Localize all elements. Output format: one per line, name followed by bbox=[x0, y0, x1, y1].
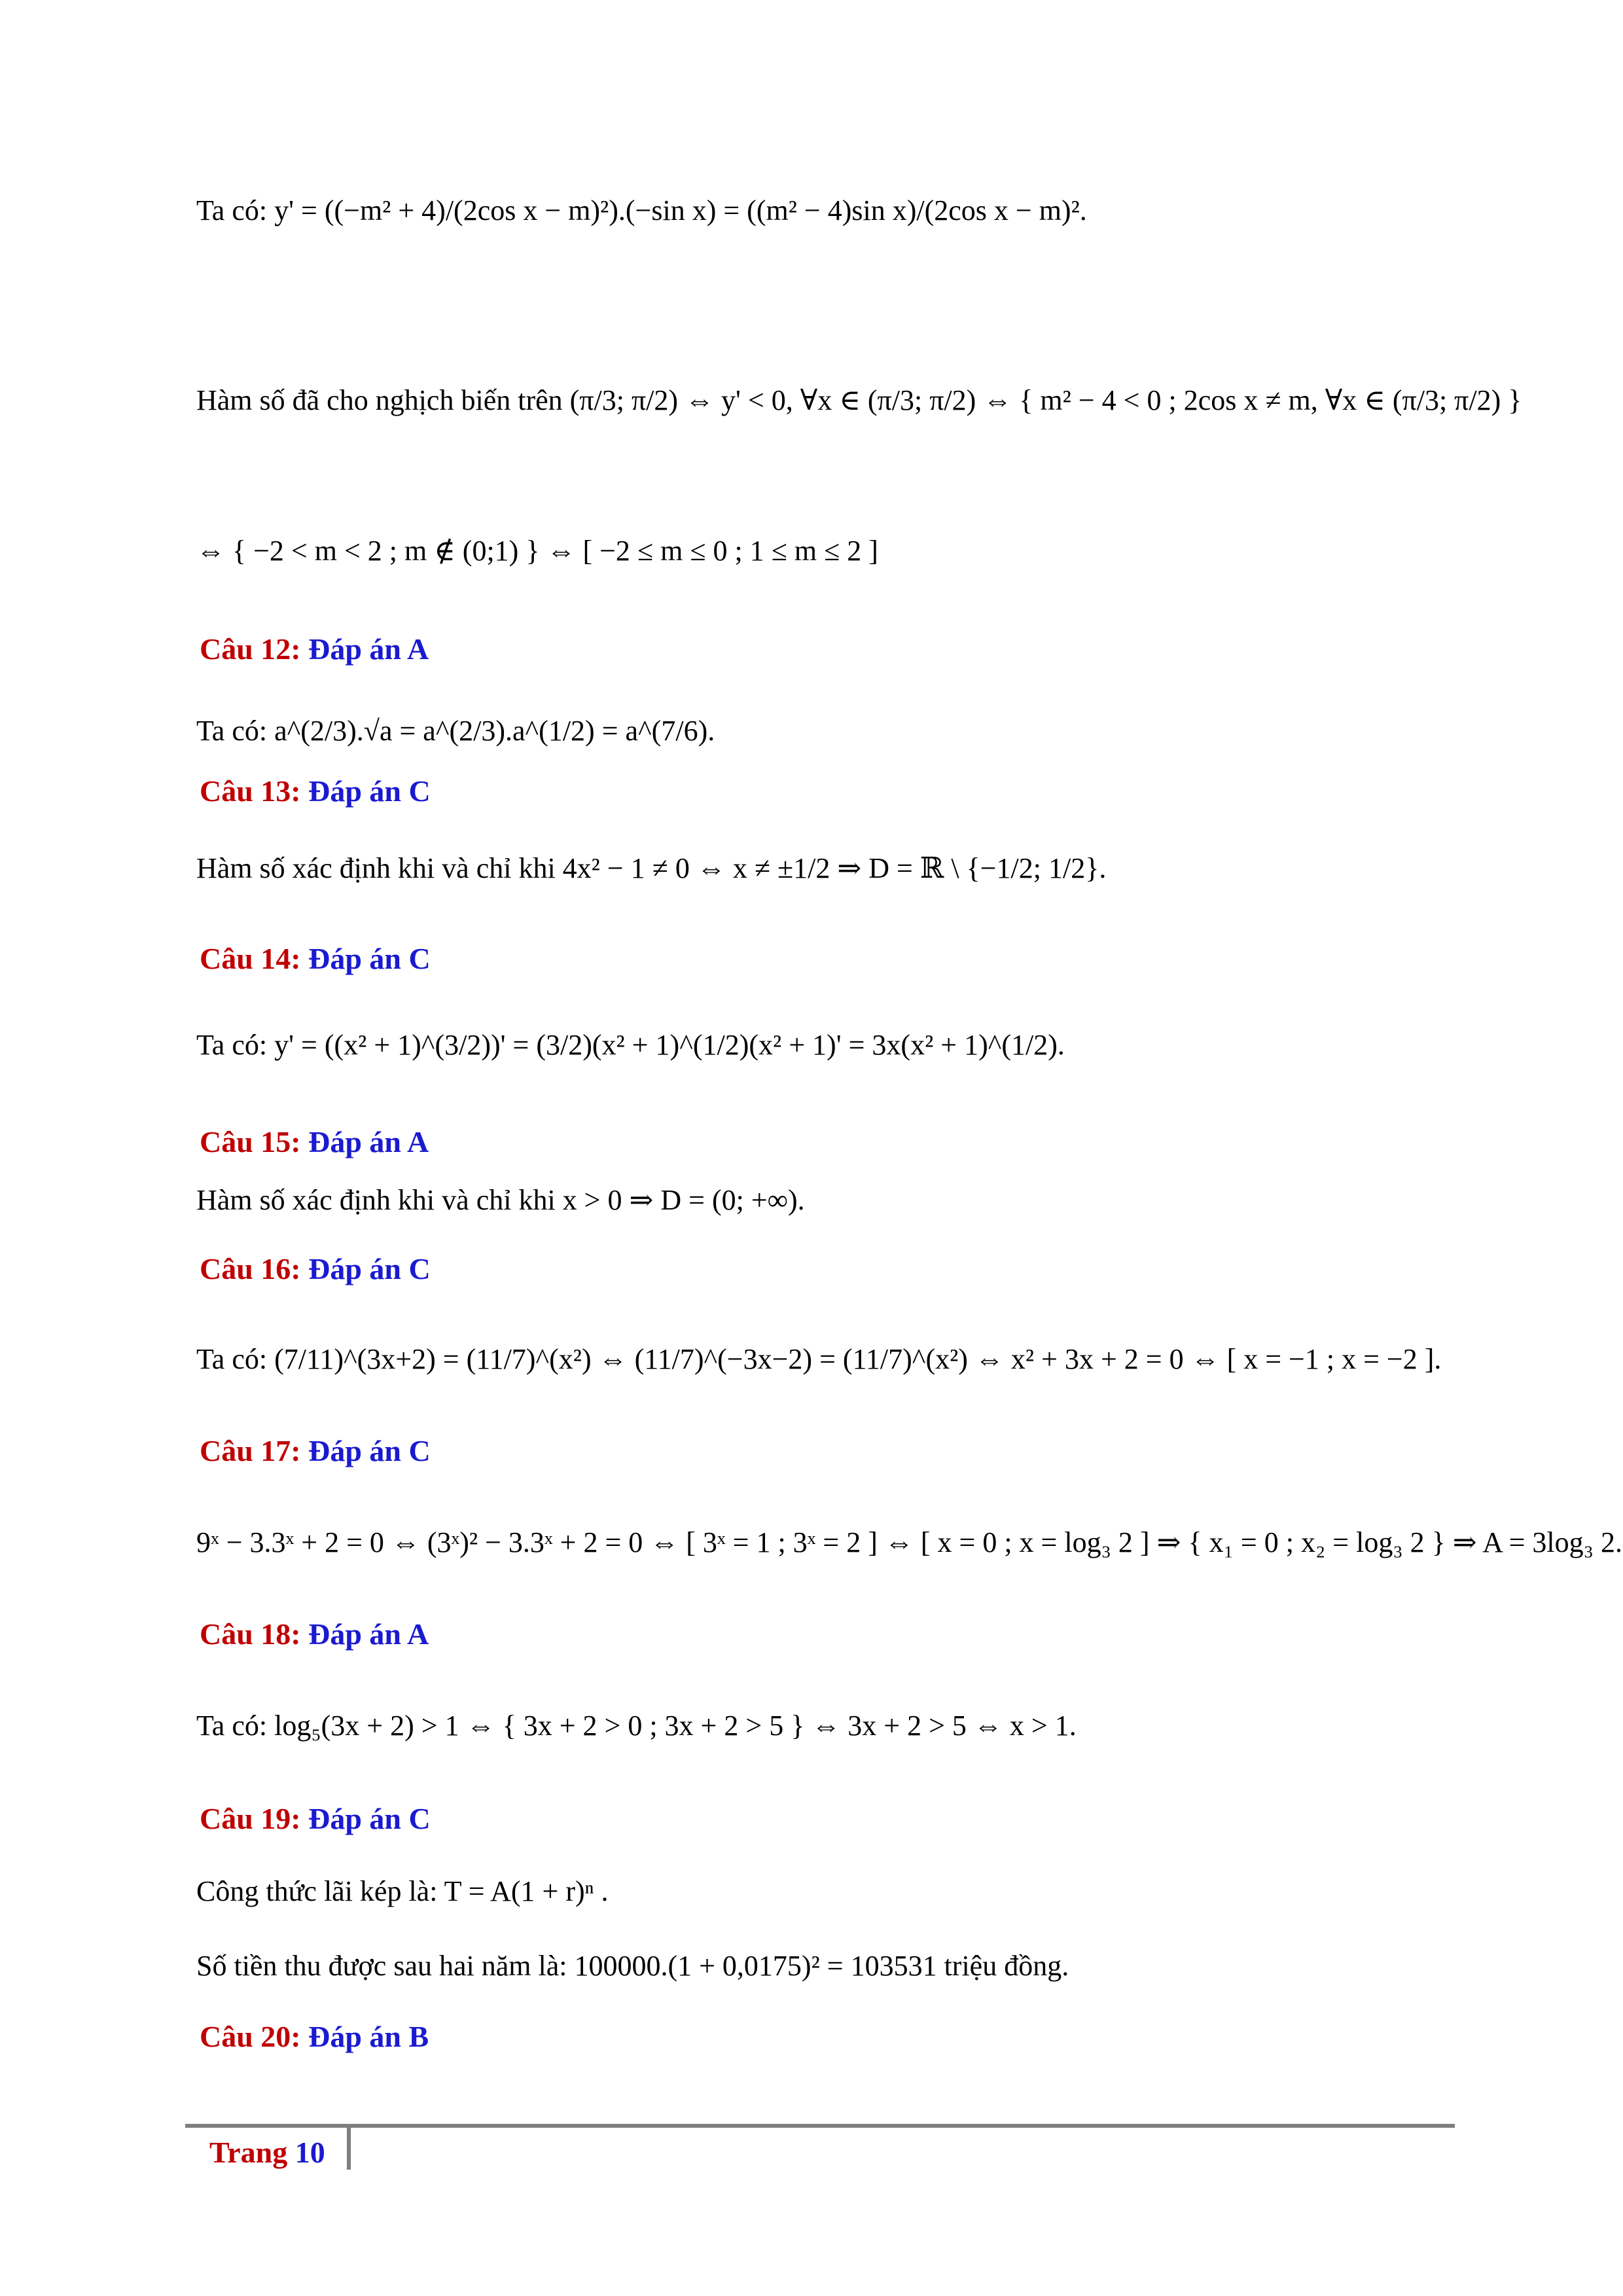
equation-power: Ta có: a^(2/3).√a = a^(2/3).a^(1/2) = a^(7/6). bbox=[196, 715, 715, 747]
question-16-heading bbox=[200, 1251, 431, 1286]
question-17-answer: Đáp án C bbox=[308, 1434, 431, 1467]
question-20-label: Câu 20: bbox=[200, 2020, 301, 2053]
question-16-label: Câu 16: bbox=[200, 1252, 301, 1285]
question-12-answer: Đáp án A bbox=[308, 632, 429, 666]
question-17-label: Câu 17: bbox=[200, 1434, 301, 1467]
question-18-heading bbox=[200, 1617, 429, 1651]
question-19-answer: Đáp án C bbox=[308, 1802, 431, 1835]
question-12-heading bbox=[200, 632, 429, 666]
equation-m-range: ⇔ { −2 < m < 2 ; m ∉ (0;1) } ⇔ [ −2 ≤ m ≤ 0 ; 1 ≤ m ≤ 2 ] bbox=[196, 535, 878, 567]
equation-decreasing-condition: Hàm số đã cho nghịch biến trên (π/3; π/2) ⇔ y' < 0, ∀x ∈ (π/3; π/2) ⇔ { m² − 4 < 0 ; 2cos x ≠ m, ∀x ∈ (π/3; π/2) } bbox=[196, 384, 1522, 416]
question-12-label: Câu 12: bbox=[200, 632, 301, 666]
question-13-answer: Đáp án C bbox=[308, 774, 431, 808]
question-17-heading bbox=[200, 1433, 431, 1468]
page-footer bbox=[209, 2135, 325, 2170]
question-14-label: Câu 14: bbox=[200, 942, 301, 975]
question-13-heading bbox=[200, 774, 431, 808]
question-13-label: Câu 13: bbox=[200, 774, 301, 808]
question-14-answer: Đáp án C bbox=[308, 942, 431, 975]
footer-rule bbox=[185, 2124, 1455, 2128]
question-18-label: Câu 18: bbox=[200, 1617, 301, 1651]
question-15-answer: Đáp án A bbox=[308, 1125, 429, 1158]
question-16-answer: Đáp án C bbox=[308, 1252, 431, 1285]
equation-domain-1: Hàm số xác định khi và chỉ khi 4x² − 1 ≠ 0 ⇔ x ≠ ±1/2 ⇒ D = ℝ \ {−1/2; 1/2}. bbox=[196, 852, 1107, 884]
equation-exp-solve: 9ˣ − 3.3ˣ + 2 = 0 ⇔ (3ˣ)² − 3.3ˣ + 2 = 0 ⇔ [ 3ˣ = 1 ; 3ˣ = 2 ] ⇔ [ x = 0 ; x = log₃ 2 ] ⇒ { x₁ = 0 ; x₂ = log₃ 2 } ⇒ A = 3log₃ 2. bbox=[196, 1526, 1622, 1558]
question-20-answer: Đáp án B bbox=[308, 2020, 429, 2053]
question-15-heading bbox=[200, 1124, 429, 1159]
equation-exponential: Ta có: (7/11)^(3x+2) = (11/7)^(x²) ⇔ (11/7)^(−3x−2) = (11/7)^(x²) ⇔ x² + 3x + 2 = 0 ⇔ [ x = −1 ; x = −2 ]. bbox=[196, 1343, 1442, 1375]
equation-domain-2: Hàm số xác định khi và chỉ khi x > 0 ⇒ D = (0; +∞). bbox=[196, 1184, 805, 1216]
equation-derivative: Ta có: y' = ((−m² + 4)/(2cos x − m)²).(−sin x) = ((m² − 4)sin x)/(2cos x − m)². bbox=[196, 194, 1087, 226]
text-money-after-two-years: Số tiền thu được sau hai năm là: 100000.(1 + 0,0175)² = 103531 triệu đồng. bbox=[196, 1950, 1069, 1982]
footer-divider bbox=[347, 2124, 351, 2170]
question-20-heading bbox=[200, 2019, 429, 2054]
question-19-label: Câu 19: bbox=[200, 1802, 301, 1835]
question-18-answer: Đáp án A bbox=[308, 1617, 429, 1651]
equation-log-inequality: Ta có: log₅(3x + 2) > 1 ⇔ { 3x + 2 > 0 ; 3x + 2 > 5 } ⇔ 3x + 2 > 5 ⇔ x > 1. bbox=[196, 1710, 1077, 1742]
equation-derivative-power: Ta có: y' = ((x² + 1)^(3/2))' = (3/2)(x² + 1)^(1/2)(x² + 1)' = 3x(x² + 1)^(1/2). bbox=[196, 1029, 1065, 1061]
question-15-label: Câu 15: bbox=[200, 1125, 301, 1158]
formula-compound-interest: Công thức lãi kép là: T = A(1 + r)ⁿ . bbox=[196, 1875, 609, 1907]
question-14-heading bbox=[200, 941, 431, 976]
footer-label: Trang bbox=[209, 2136, 288, 2169]
page-number: 10 bbox=[294, 2136, 325, 2169]
question-19-heading bbox=[200, 1801, 431, 1836]
